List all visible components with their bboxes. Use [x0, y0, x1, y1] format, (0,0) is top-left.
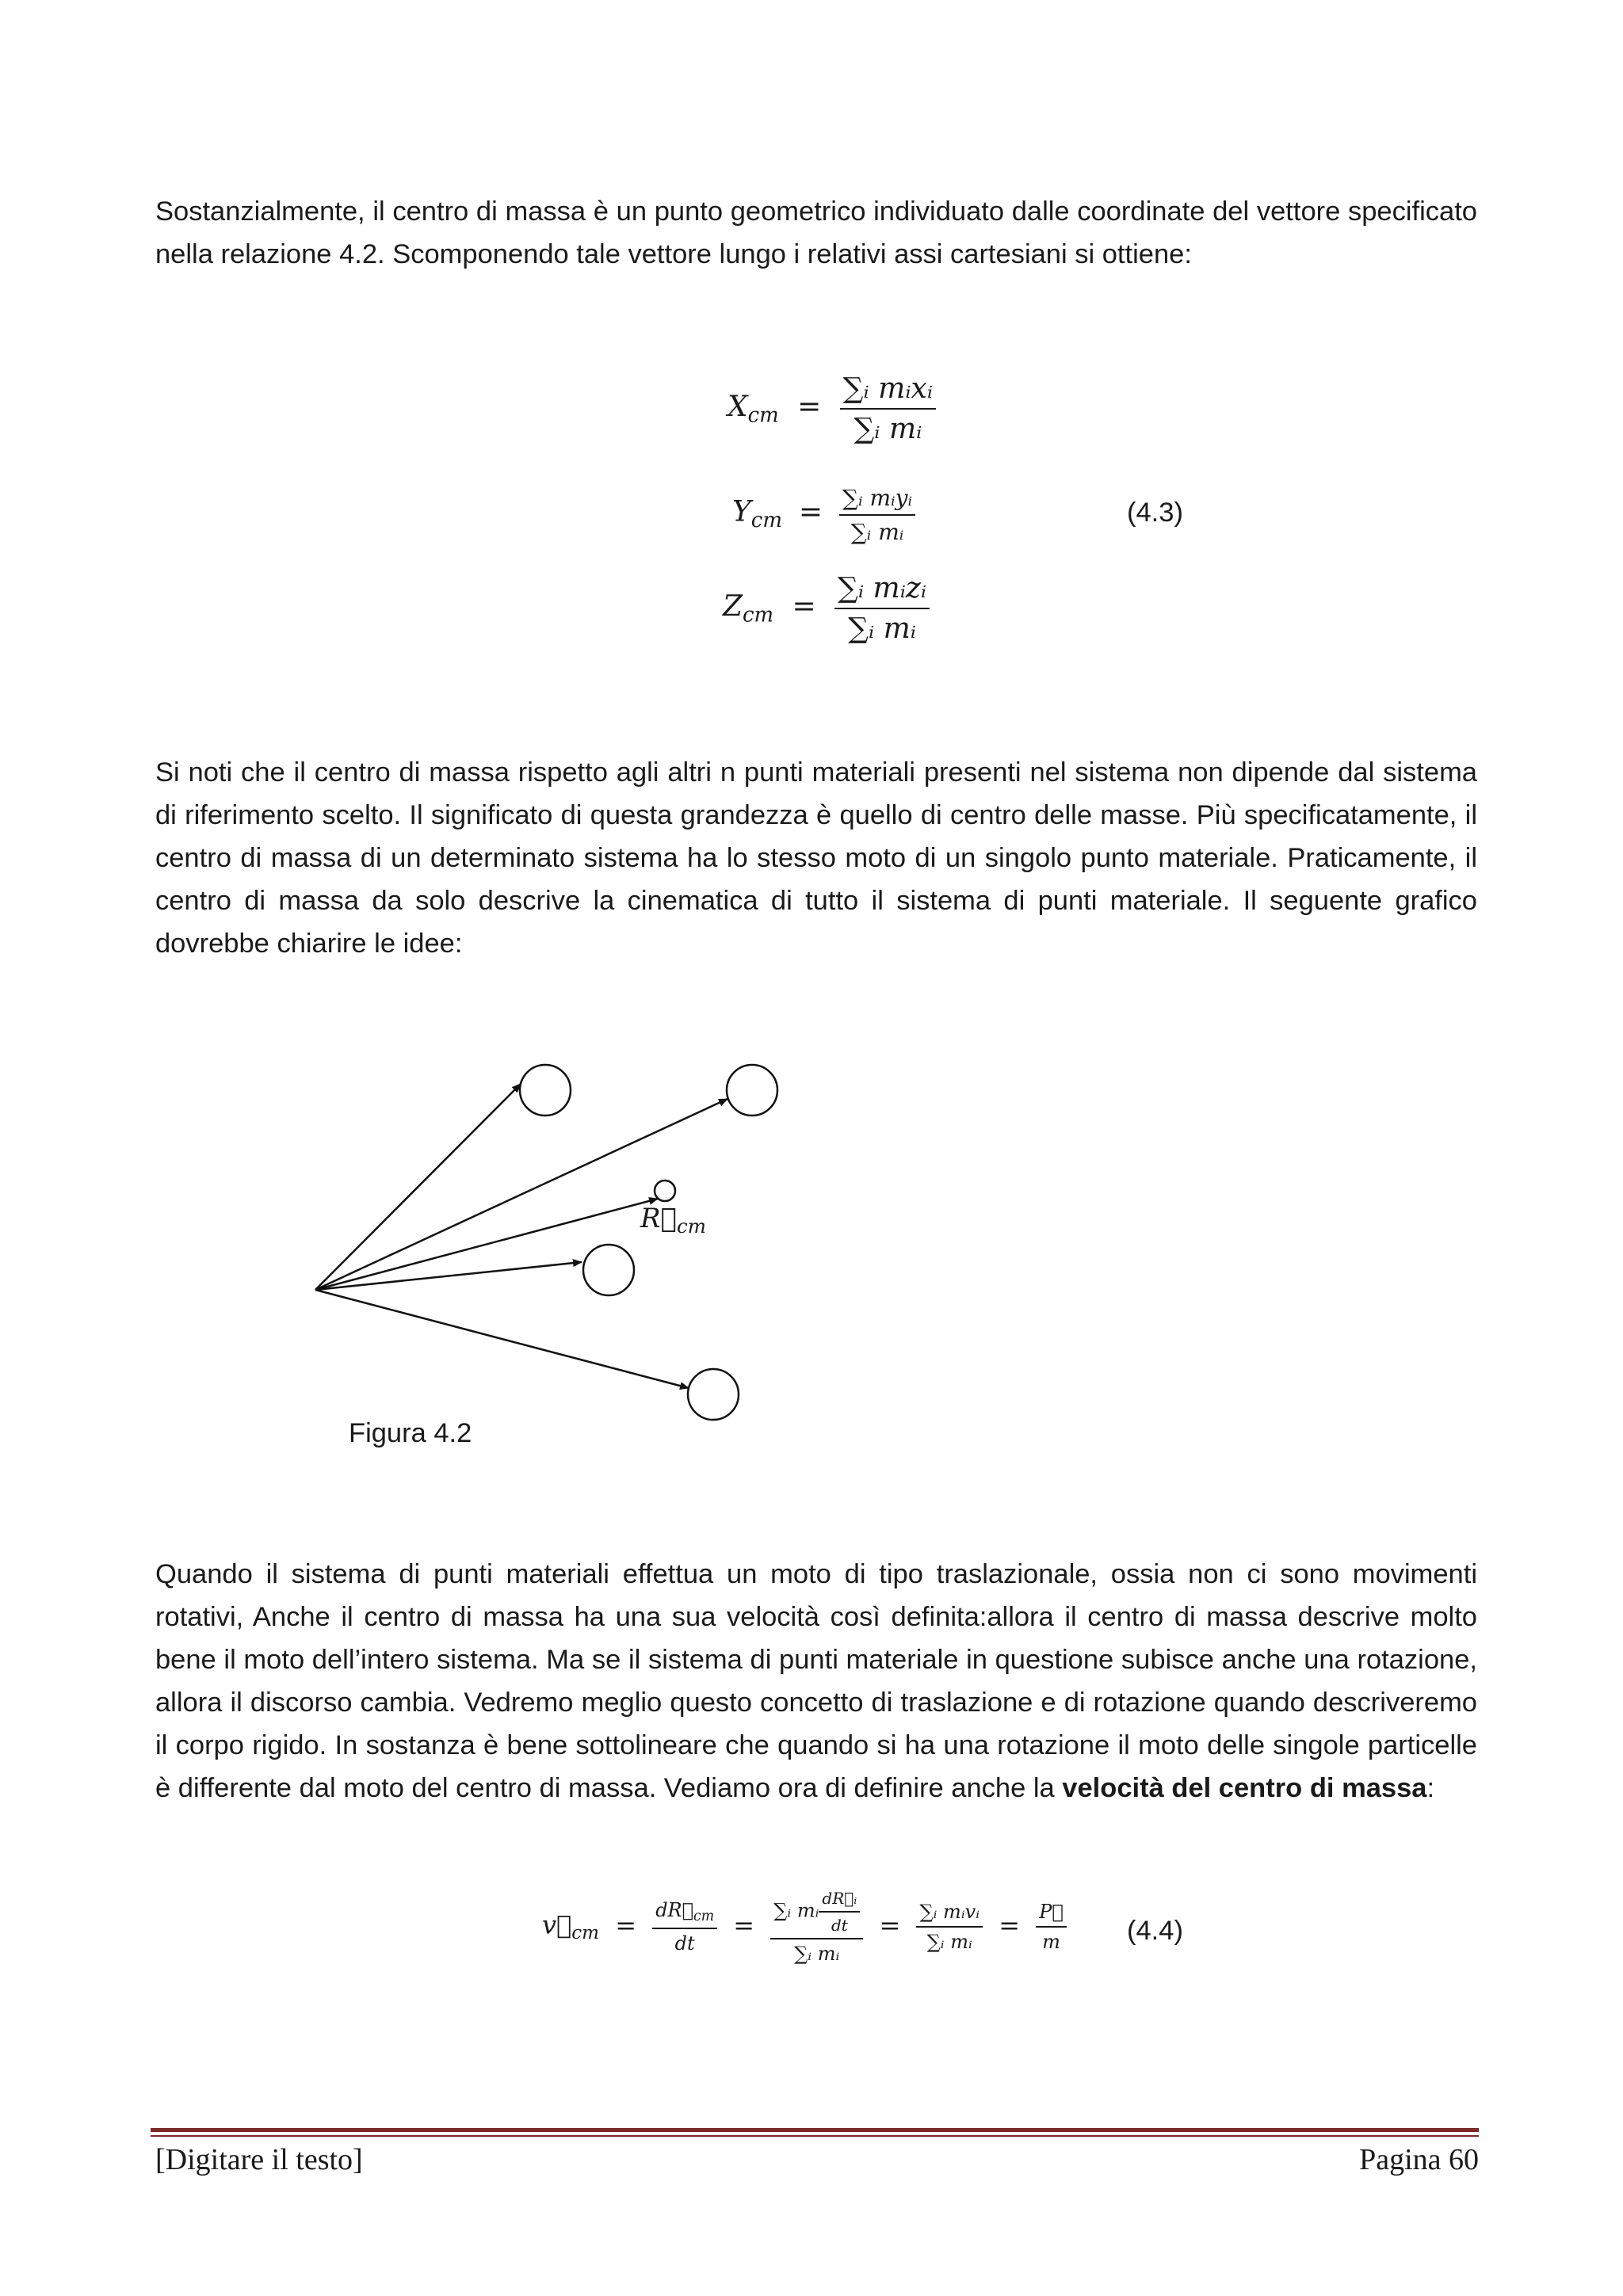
equals-sign: =	[999, 1909, 1021, 1940]
paragraph-center-of-mass: Si noti che il centro di massa rispetto agli altri n punti materiali presenti nel sistema non dipende dal sistema di riferimento scelto. Il significato di questa grandezza è quello di centro delle masse. Più specificatamente, il centro di massa di un determinato sistema ha lo stesso moto di un singolo punto materiale. Praticamente, il centro di massa da solo descrive la cinematica di tutto il sistema di punti materiale. Il seguente grafico dovrebbe chiarire le idee:	[155, 757, 1477, 959]
paragraph-translation-tail: :	[1426, 1773, 1435, 1803]
sum-mi-denominator: ∑ᵢ mᵢ	[926, 1931, 972, 1953]
footer-divider-thin	[151, 2135, 1479, 2137]
momentum-numerator: P⃗	[1036, 1901, 1067, 1928]
vector-arrow-2	[315, 1099, 727, 1290]
sum-mi-prefix: ∑ᵢ mᵢ	[773, 1899, 819, 1922]
page-number: Pagina 60	[1359, 2143, 1479, 2176]
drcm-subscript: cm	[693, 1908, 715, 1924]
velocity-term: velocità del centro di massa	[1062, 1773, 1427, 1803]
rcm-vector-label	[640, 1203, 706, 1238]
equation-vcm	[542, 1889, 1067, 1965]
vcm-subscript: cm	[571, 1922, 600, 1943]
y-cm-subscript: cm	[750, 508, 782, 532]
x-cm-subscript: cm	[747, 403, 779, 428]
equation-number-4-3: (4.3)	[1127, 498, 1183, 528]
equals-sign: =	[798, 495, 823, 528]
equals-sign: =	[792, 590, 816, 623]
sum-mi-denominator: ∑ᵢ mᵢ	[794, 1943, 840, 1965]
equals-sign: =	[733, 1909, 755, 1940]
z-cm-symbol: Z	[723, 590, 743, 623]
figure-caption: Figura 4.2	[349, 1418, 472, 1448]
z-cm-numerator: ∑ᵢ mᵢzᵢ	[834, 572, 930, 609]
mass-point-3	[583, 1245, 634, 1295]
vcm-symbol: v⃗	[542, 1909, 572, 1940]
y-cm-symbol: Y	[732, 495, 751, 528]
mass-point-1	[520, 1065, 571, 1116]
p-over-m-fraction	[1036, 1901, 1067, 1953]
equals-sign: =	[879, 1909, 901, 1940]
rcm-symbol: R⃗	[640, 1203, 678, 1234]
z-cm-subscript: cm	[743, 603, 774, 627]
paragraph-translation	[155, 1553, 1477, 1810]
equation-number-4-4: (4.4)	[1127, 1916, 1183, 1946]
sum-mivi-numerator: ∑ᵢ mᵢvᵢ	[916, 1901, 983, 1928]
drcm-dt-fraction	[652, 1899, 717, 1955]
drcm-numerator: dR⃗	[655, 1899, 694, 1922]
dt-inner-denominator: dt	[831, 1916, 848, 1935]
center-of-mass-point	[655, 1180, 675, 1201]
y-cm-numerator: ∑ᵢ mᵢyᵢ	[839, 485, 915, 516]
x-cm-denominator: ∑ᵢ mᵢ	[854, 413, 922, 445]
mass-denominator: m	[1042, 1931, 1060, 1953]
vector-arrow-3	[315, 1262, 582, 1290]
paragraph-translation-text: Quando il sistema di punti materiali effettua un moto di tipo traslazionale, ossia non ci sono movimenti rotativi, Anche il centro di massa ha una sua velocità così definita:allora il centro di massa descrive molto bene il moto dell’intero sistema. Ma se il sistema di punti materiale in questione subisce anche una rotazione, allora il discorso cambia. Vedremo meglio questo concetto di traslazione e di rotazione quando descriveremo il corpo rigido. In sostanza è bene sottolineare che quando si ha una rotazione il moto delle singole particelle è differente dal moto del centro di massa. Vediamo ora di definire anche la	[155, 1559, 1477, 1803]
dri-numerator: dR⃗ᵢ	[819, 1889, 860, 1913]
mass-point-4	[688, 1369, 739, 1420]
footer-placeholder-text[interactable]: [Digitare il testo]	[155, 2143, 363, 2176]
dt-denominator: dt	[674, 1932, 695, 1955]
mass-point-2	[727, 1065, 777, 1116]
z-cm-denominator: ∑ᵢ mᵢ	[848, 612, 917, 645]
equals-sign: =	[615, 1909, 637, 1940]
y-cm-denominator: ∑ᵢ mᵢ	[850, 519, 904, 545]
vector-arrow-1	[315, 1084, 521, 1290]
sum-mivi-fraction	[916, 1901, 983, 1953]
dri-dt-fraction	[819, 1889, 860, 1935]
rcm-subscript: cm	[677, 1214, 706, 1238]
equals-sign: =	[797, 391, 822, 423]
paragraph-intro: Sostanzialmente, il centro di massa è un punto geometrico individuato dalle coordinate del vettore specificato nella relazione 4.2. Scomponendo tale vettore lungo i relativi assi cartesiani si ottiene:	[155, 196, 1477, 269]
vector-arrow-4	[315, 1290, 689, 1388]
x-cm-symbol: X	[727, 391, 748, 423]
x-cm-numerator: ∑ᵢ mᵢxᵢ	[840, 372, 936, 410]
sum-mdri-fraction	[770, 1889, 863, 1965]
footer-divider-thick	[151, 2128, 1479, 2132]
